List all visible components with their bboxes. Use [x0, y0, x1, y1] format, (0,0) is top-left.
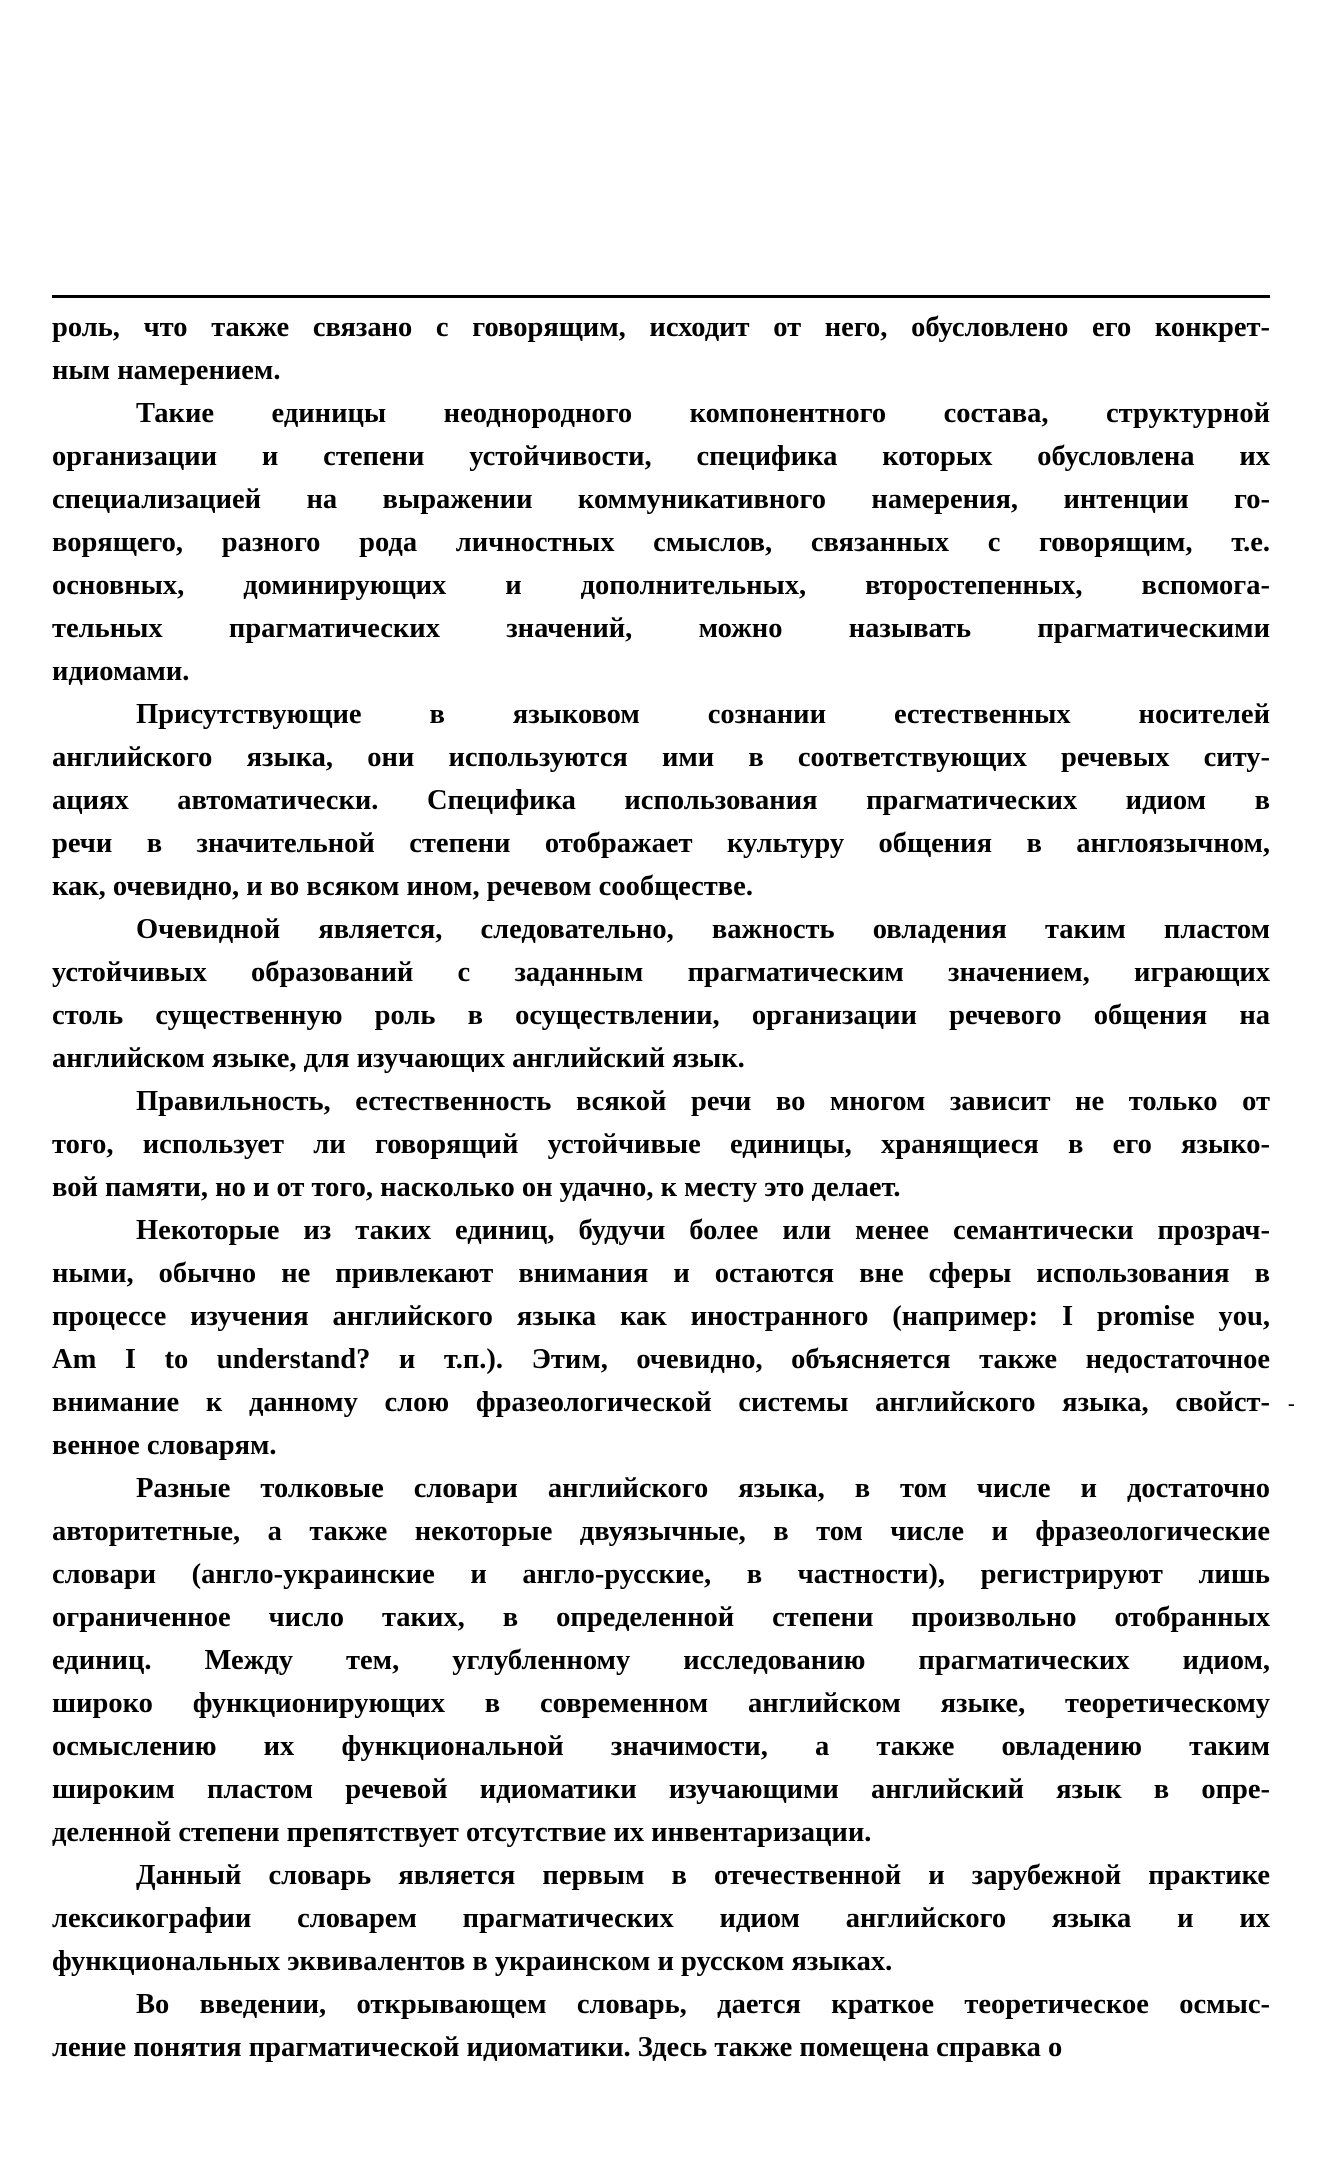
text-line: авторитетные, а также некоторые двуязычные, в том числе и фразеологические [52, 1516, 1270, 1547]
text-line: Присутствующие в языковом сознании естественных носителей [136, 699, 1270, 730]
text-line: вой памяти, но и от того, насколько он удачно, к месту это делает. [52, 1172, 901, 1203]
text-line: Некоторые из таких единиц, будучи более или менее семантически прозрач- [136, 1215, 1270, 1246]
paragraph [52, 392, 1270, 693]
text-line: Am I to understand? и т.п.). Этим, очевидно, объясняется также недостаточное [52, 1344, 1270, 1375]
paragraph [52, 306, 1270, 392]
text-line: функциональных эквивалентов в украинском и русском языках. [52, 1946, 893, 1977]
text-line: роль, что также связано с говорящим, исходит от него, обусловлено его конкрет- [52, 312, 1270, 343]
text-line: ограниченное число таких, в определенной степени произвольно отобранных [52, 1602, 1270, 1633]
text-line: ными, обычно не привлекают внимания и остаются вне сферы использования в [52, 1258, 1270, 1289]
text-line: Правильность, естественность всякой речи во многом зависит не только от [136, 1086, 1270, 1117]
text-line: широко функционирующих в современном английском языке, теоретическому [52, 1688, 1270, 1719]
page-body [52, 295, 1270, 2069]
paragraph [52, 1080, 1270, 1209]
text-line: ным намерением. [52, 355, 281, 386]
text-line: основных, доминирующих и дополнительных, второстепенных, вспомога- [52, 570, 1270, 601]
text-line: процессе изучения английского языка как иностранного (например: I promise you, [52, 1301, 1270, 1332]
paragraph [52, 1983, 1270, 2069]
text-line: ворящего, разного рода личностных смыслов, связанных с говорящим, т.е. [52, 527, 1270, 558]
text-line: устойчивых образований с заданным прагматическим значением, играющих [52, 957, 1270, 988]
margin-mark: - [1288, 1393, 1295, 1415]
text-line: внимание к данному слою фразеологической системы английского языка, свойст- [52, 1387, 1270, 1418]
text-line: Во введении, открывающем словарь, дается краткое теоретическое осмыс- [136, 1989, 1270, 2020]
text-line: организации и степени устойчивости, специфика которых обусловлена их [52, 441, 1270, 472]
paragraph [52, 1854, 1270, 1983]
paragraph [52, 1467, 1270, 1854]
top-rule [52, 295, 1270, 298]
text-line: Такие единицы неоднородного компонентного состава, структурной [136, 398, 1270, 429]
text-line: Очевидной является, следовательно, важность овладения таким пластом [136, 914, 1270, 945]
text-line: осмыслению их функциональной значимости, а также овладению таким [52, 1731, 1270, 1762]
text-line: Разные толковые словари английского языка, в том числе и достаточно [136, 1473, 1270, 1504]
text-line: ление понятия прагматической идиоматики. Здесь также помещена справка о [52, 2032, 1063, 2063]
text-line: лексикографии словарем прагматических идиом английского языка и их [52, 1903, 1270, 1934]
text-line: того, использует ли говорящий устойчивые единицы, хранящиеся в его языко- [52, 1129, 1270, 1160]
text-line: единиц. Между тем, углубленному исследованию прагматических идиом, [52, 1645, 1270, 1676]
text-line: Данный словарь является первым в отечественной и зарубежной практике [136, 1860, 1270, 1891]
paragraph [52, 1209, 1270, 1467]
text-line: деленной степени препятствует отсутствие их инвентаризации. [52, 1817, 872, 1848]
text-line: идиомами. [52, 656, 190, 687]
text-line: как, очевидно, и во всяком ином, речевом сообществе. [52, 871, 753, 902]
paragraph [52, 693, 1270, 908]
text-line: специализацией на выражении коммуникативного намерения, интенции го- [52, 484, 1270, 515]
text-line: словари (англо-украинские и англо-русские, в частности), регистрируют лишь [52, 1559, 1270, 1590]
text-line: широким пластом речевой идиоматики изучающими английский язык в опре- [52, 1774, 1270, 1805]
text-line: речи в значительной степени отображает культуру общения в англоязычном, [52, 828, 1270, 859]
text-line: венное словарям. [52, 1430, 277, 1461]
text-line: английском языке, для изучающих английский язык. [52, 1043, 745, 1074]
text-line: английского языка, они используются ими в соответствующих речевых ситу- [52, 742, 1270, 773]
text-line: тельных прагматических значений, можно называть прагматическими [52, 613, 1270, 644]
text-line: ациях автоматически. Специфика использования прагматических идиом в [52, 785, 1270, 816]
body-text [52, 306, 1270, 2069]
text-line: столь существенную роль в осуществлении, организации речевого общения на [52, 1000, 1270, 1031]
paragraph [52, 908, 1270, 1080]
